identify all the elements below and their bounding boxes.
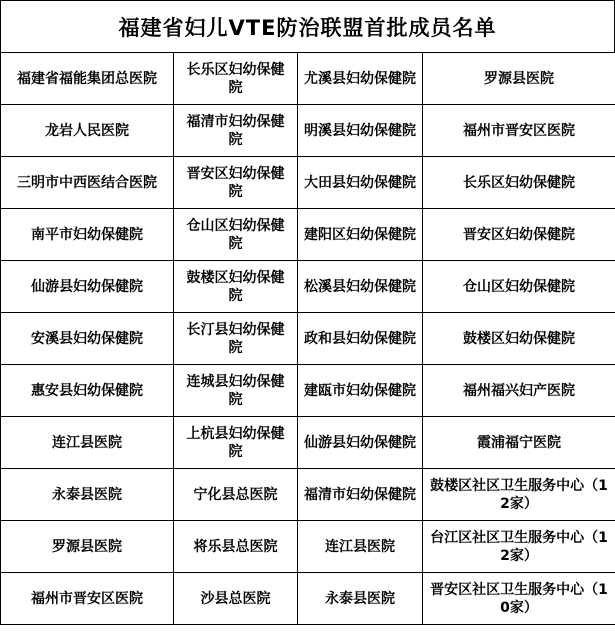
- table-cell: 鼓楼区妇幼保健院: [174, 261, 298, 313]
- table-row: [1, 521, 615, 573]
- table-cell: 晋安区社区卫生服务中心（10家）: [423, 573, 615, 625]
- table-cell: 晋安区妇幼保健院: [174, 157, 298, 209]
- table-cell: 政和县妇幼保健院: [298, 313, 423, 365]
- table-cell: 三明市中西医结合医院: [1, 157, 174, 209]
- table-cell: 福清市妇幼保健院: [174, 105, 298, 157]
- table-cell: 罗源县医院: [1, 521, 174, 573]
- table-row: [1, 157, 615, 209]
- table-row: [1, 313, 615, 365]
- table-cell: 鼓楼区社区卫生服务中心（12家）: [423, 469, 615, 521]
- table-row: [1, 105, 615, 157]
- table-cell: 建瓯市妇幼保健院: [298, 365, 423, 417]
- table-cell: 鼓楼区妇幼保健院: [423, 313, 615, 365]
- table-row: [1, 209, 615, 261]
- table-cell: 永泰县医院: [298, 573, 423, 625]
- table-row: [1, 365, 615, 417]
- table-row: [1, 417, 615, 469]
- table-cell: 尤溪县妇幼保健院: [298, 53, 423, 105]
- table-row: [1, 469, 615, 521]
- table-cell: 连江县医院: [298, 521, 423, 573]
- table-cell: 将乐县总医院: [174, 521, 298, 573]
- table-cell: 仙游县妇幼保健院: [1, 261, 174, 313]
- table-cell: 沙县总医院: [174, 573, 298, 625]
- table-cell: 南平市妇幼保健院: [1, 209, 174, 261]
- table-cell: 松溪县妇幼保健院: [298, 261, 423, 313]
- table-cell: 福州市晋安区医院: [1, 573, 174, 625]
- member-table: [0, 52, 615, 625]
- table-cell: 晋安区妇幼保健院: [423, 209, 615, 261]
- member-table-body: [1, 53, 615, 625]
- table-cell: 连江县医院: [1, 417, 174, 469]
- table-cell: 永泰县医院: [1, 469, 174, 521]
- table-cell: 福州市晋安区医院: [423, 105, 615, 157]
- table-cell: 惠安县妇幼保健院: [1, 365, 174, 417]
- table-cell: 福清市妇幼保健院: [298, 469, 423, 521]
- table-cell: 建阳区妇幼保健院: [298, 209, 423, 261]
- table-cell: 连城县妇幼保健院: [174, 365, 298, 417]
- table-cell: 上杭县妇幼保健院: [174, 417, 298, 469]
- table-cell: 仓山区妇幼保健院: [174, 209, 298, 261]
- table-cell: 霞浦福宁医院: [423, 417, 615, 469]
- table-cell: 仙游县妇幼保健院: [298, 417, 423, 469]
- table-cell: 龙岩人民医院: [1, 105, 174, 157]
- table-cell: 长乐区妇幼保健院: [174, 53, 298, 105]
- table-cell: 福建省福能集团总医院: [1, 53, 174, 105]
- table-cell: 安溪县妇幼保健院: [1, 313, 174, 365]
- table-cell: 福州福兴妇产医院: [423, 365, 615, 417]
- table-cell: 明溪县妇幼保健院: [298, 105, 423, 157]
- table-row: [1, 261, 615, 313]
- document-title: 福建省妇儿VTE防治联盟首批成员名单: [0, 0, 615, 52]
- table-row: [1, 53, 615, 105]
- table-cell: 大田县妇幼保健院: [298, 157, 423, 209]
- table-cell: 长乐区妇幼保健院: [423, 157, 615, 209]
- table-cell: 台江区社区卫生服务中心（12家）: [423, 521, 615, 573]
- table-cell: 罗源县医院: [423, 53, 615, 105]
- table-cell: 长汀县妇幼保健院: [174, 313, 298, 365]
- table-cell: 仓山区妇幼保健院: [423, 261, 615, 313]
- table-cell: 宁化县总医院: [174, 469, 298, 521]
- table-row: [1, 573, 615, 625]
